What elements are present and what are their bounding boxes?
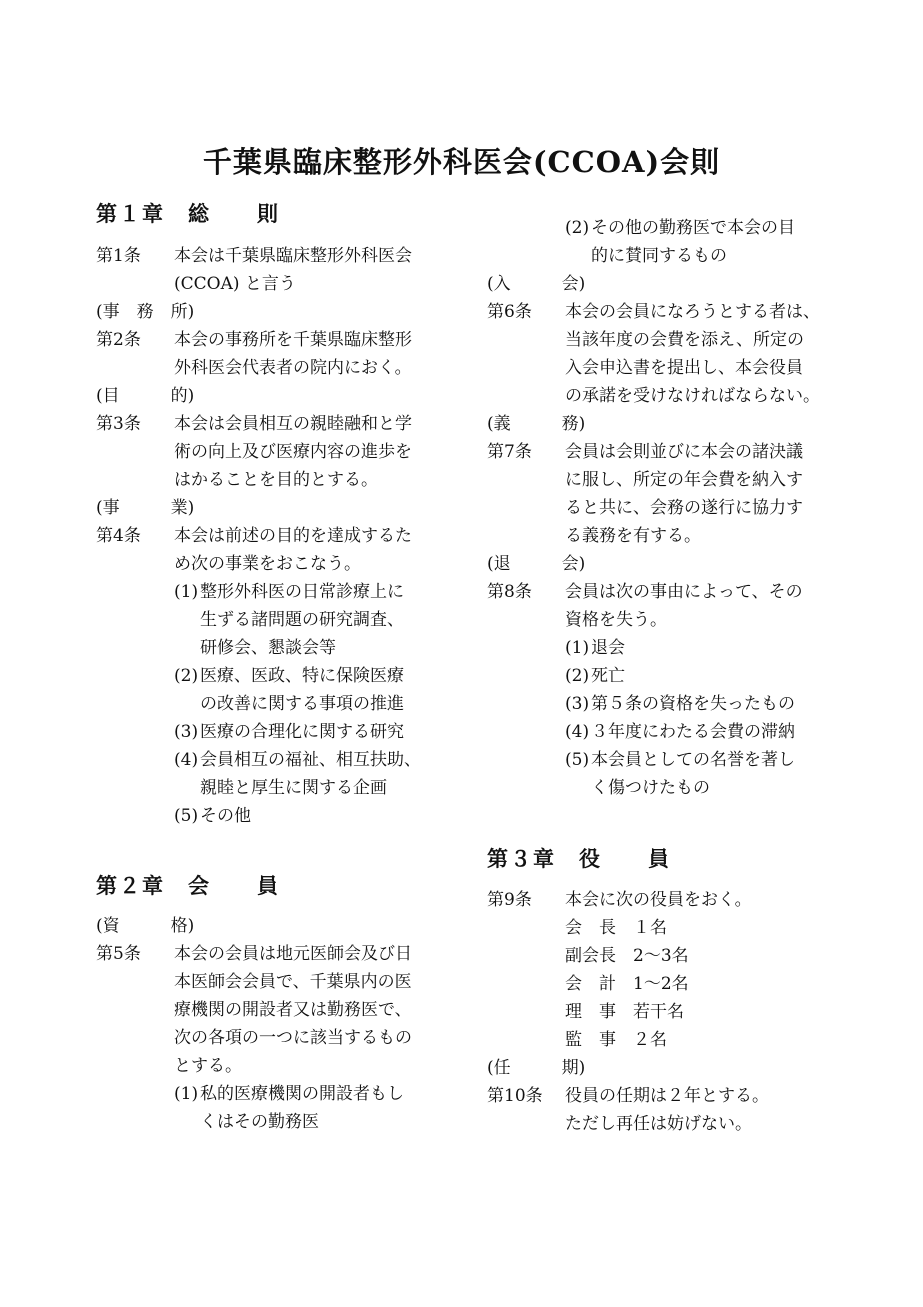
article-number: 第2条 [96,330,141,350]
list-item [174,718,456,746]
article-line: の承諾を受けなければならない。 [565,386,820,406]
article-line: はかることを目的とする。 [174,470,378,490]
article-number: 第6条 [487,302,532,322]
list-item [565,634,857,662]
item-line: 私的医療機関の開設者もし [200,1084,404,1104]
article-line: る義務を有する。 [565,526,701,546]
section-label: (任 期) [487,1058,586,1078]
list-item [174,746,456,802]
officer-line: 監 事 ２名 [565,1030,667,1050]
item-line: 死亡 [591,666,625,686]
item-line: 研修会、懇談会等 [200,638,336,658]
article-8 [487,578,857,634]
article-line: (CCOA) と言う [174,274,296,294]
article-line: ると共に、会務の遂行に協力す [565,498,803,518]
item-line: ３年度にわたる会費の滞納 [591,722,795,742]
article-number: 第4条 [96,526,141,546]
article-line: 次の各項の一つに該当するもの [174,1028,412,1048]
article-10 [487,1082,857,1138]
article-line: 本会は前述の目的を達成するた [174,526,412,546]
article-line: 本会は千葉県臨床整形外科医会 [174,246,412,266]
item-number: (1) [174,582,199,602]
article-line: 資格を失う。 [565,610,667,630]
article-line: 療機関の開設者又は勤務医で、 [174,1000,412,1020]
item-number: (2) [565,666,590,686]
item-number: (5) [174,806,199,826]
item-line: その他の勤務医で本会の目 [591,218,795,238]
item-number: (3) [174,722,199,742]
list-item [174,662,456,718]
article-line: 入会申込書を提出し、本会役員 [565,358,803,378]
officer-line: 副会長 2〜3名 [565,946,689,966]
item-line: 本会員としての名誉を著し [591,750,795,770]
list-item [174,1080,456,1136]
chapter-1-heading: 第１章 総 則 [96,201,280,226]
item-line: 退会 [591,638,625,658]
item-number: (2) [565,218,590,238]
article-7 [487,438,857,550]
article-number: 第10条 [487,1086,543,1106]
list-item [565,718,857,746]
list-item [565,690,857,718]
section-label: (目 的) [96,386,195,406]
list-item [174,802,456,830]
article-line: ただし再任は妨げない。 [565,1114,752,1134]
item-number: (3) [565,694,590,714]
section-label: (資 格) [96,916,195,936]
item-number: (1) [565,638,590,658]
item-line: その他 [200,806,251,826]
item-number: (1) [174,1084,199,1104]
article-line: 外科医会代表者の院内におく。 [174,358,412,378]
article-6 [487,298,857,410]
officer-line: 会 長 １名 [565,918,667,938]
article-line: 本会は会員相互の親睦融和と学 [174,414,412,434]
article-4 [96,522,456,578]
article-line: 会員は次の事由によって、その [565,582,803,602]
item-number: (4) [565,722,590,742]
chapter-2-heading: 第２章 会 員 [96,873,280,898]
chapter-3-heading: 第３章 役 員 [487,846,671,871]
item-line: 医療の合理化に関する研究 [200,722,404,742]
article-3 [96,410,456,494]
list-item [565,662,857,690]
article-line: 本会に次の役員をおく。 [565,890,752,910]
item-line: 第５条の資格を失ったもの [591,694,795,714]
article-number: 第8条 [487,582,532,602]
item-number: (4) [174,750,199,770]
item-line: く傷つけたもの [591,778,710,798]
article-line: 本医師会会員で、千葉県内の医 [174,972,412,992]
item-line: 的に賛同するもの [591,246,727,266]
article-line: 本会の会員になろうとする者は、 [565,302,820,322]
item-line: の改善に関する事項の推進 [200,694,404,714]
article-2 [96,326,456,382]
item-line: 医療、医政、特に保険医療 [200,666,404,686]
article-1 [96,242,456,298]
item-line: くはその勤務医 [200,1112,319,1132]
list-item [565,214,857,270]
section-label: (事 業) [96,498,195,518]
article-9 [487,886,857,1054]
item-line: 生ずる諸問題の研究調査、 [200,610,404,630]
list-item [565,746,857,802]
officer-line: 会 計 1〜2名 [565,974,689,994]
article-number: 第5条 [96,944,141,964]
article-line: め次の事業をおこなう。 [174,554,361,574]
article-line: に服し、所定の年会費を納入す [565,470,803,490]
article-number: 第9条 [487,890,532,910]
article-line: とする。 [174,1056,242,1076]
article-number: 第3条 [96,414,141,434]
section-label: (退 会) [487,554,586,574]
item-line: 会員相互の福祉、相互扶助、 [200,750,421,770]
article-line: 当該年度の会費を添え、所定の [565,330,805,350]
item-number: (5) [565,750,590,770]
article-line: 本会の会員は地元医師会及び日 [174,944,412,964]
officer-line: 理 事 若干名 [565,1002,684,1022]
article-line: 会員は会則並びに本会の諸決議 [565,442,803,462]
item-line: 親睦と厚生に関する企画 [200,778,387,798]
item-line: 整形外科医の日常診療上に [200,582,404,602]
article-line: 術の向上及び医療内容の進歩を [174,442,412,462]
article-line: 役員の任期は２年とする。 [565,1086,769,1106]
article-number: 第1条 [96,246,141,266]
section-label: (入 会) [487,274,586,294]
article-5 [96,940,456,1080]
item-number: (2) [174,666,199,686]
section-label: (義 務) [487,414,586,434]
document-title: 千葉県臨床整形外科医会(CCOA)会則 [202,145,721,179]
article-line: 本会の事務所を千葉県臨床整形 [174,330,412,350]
article-number: 第7条 [487,442,532,462]
list-item [174,578,456,662]
section-label: (事 務 所) [96,302,195,322]
